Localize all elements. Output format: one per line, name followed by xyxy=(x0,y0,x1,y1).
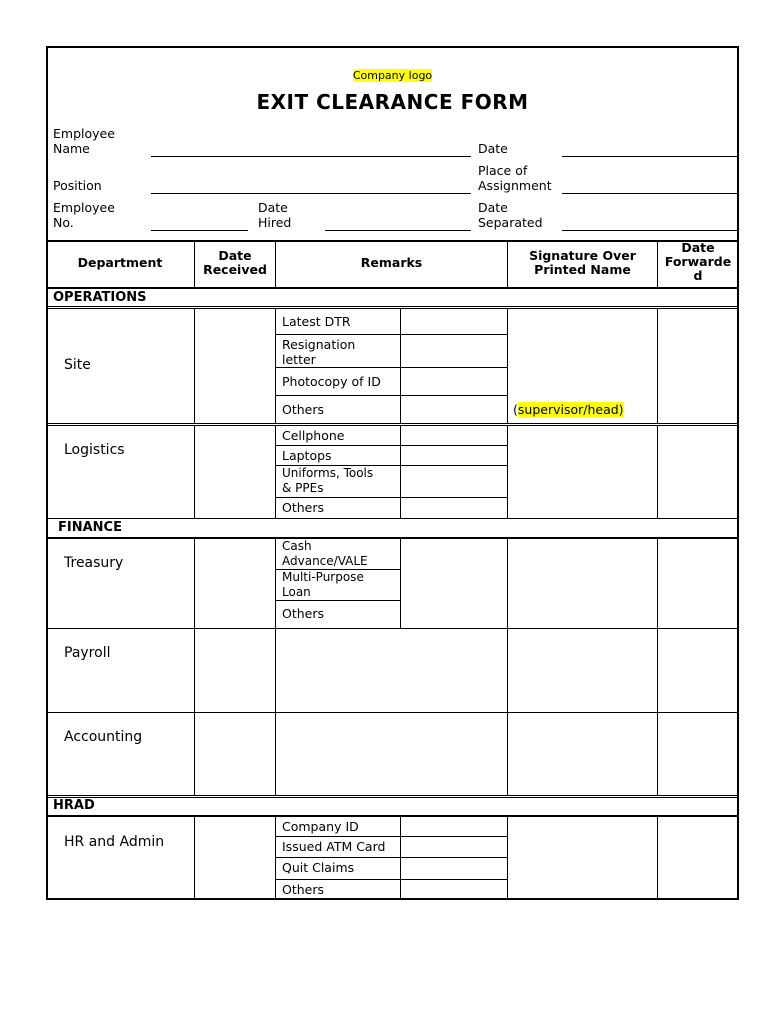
col-divider xyxy=(194,426,195,519)
table-header-bottom-border xyxy=(46,287,739,289)
row-divider xyxy=(46,628,739,629)
row-divider xyxy=(275,836,507,837)
date-hired-field[interactable] xyxy=(325,230,471,231)
row-divider xyxy=(275,395,507,396)
col-divider xyxy=(657,538,658,796)
logistics-item-others: Others xyxy=(282,500,325,515)
col-divider xyxy=(657,426,658,519)
section-finance: FINANCE xyxy=(58,520,122,535)
row-divider xyxy=(275,334,507,335)
section-divider xyxy=(46,815,739,817)
dept-treasury: Treasury xyxy=(64,555,124,571)
company-logo-placeholder xyxy=(46,69,739,82)
site-signature-note xyxy=(513,402,624,417)
col-divider xyxy=(657,309,658,424)
row-divider xyxy=(275,367,507,368)
place-of-assignment-field[interactable] xyxy=(562,193,738,194)
col-divider xyxy=(507,426,508,519)
col-divider xyxy=(275,816,276,900)
col-divider xyxy=(507,816,508,900)
table-top-border xyxy=(46,240,739,242)
site-item-latest-dtr: Latest DTR xyxy=(282,314,351,329)
section-divider xyxy=(46,306,739,309)
section-hrad: HRAD xyxy=(53,798,95,813)
col-divider xyxy=(194,309,195,424)
row-divider xyxy=(275,600,400,601)
col-divider xyxy=(657,816,658,900)
site-item-photocopy-id: Photocopy of ID xyxy=(282,374,381,389)
site-item-others: Others xyxy=(282,402,325,417)
row-divider xyxy=(275,879,507,880)
date-field[interactable] xyxy=(562,156,738,157)
hr-item-issued-atm-card: Issued ATM Card xyxy=(282,839,386,854)
section-operations: OPERATIONS xyxy=(53,290,147,305)
date-label: Date xyxy=(478,141,508,156)
date-hired-label: Date Hired xyxy=(258,200,292,230)
logistics-item-cellphone: Cellphone xyxy=(282,428,345,443)
col-header-signature: Signature Over Printed Name xyxy=(529,248,636,277)
col-divider xyxy=(400,538,401,628)
col-divider xyxy=(275,426,276,519)
employee-no-field[interactable] xyxy=(151,230,248,231)
form-frame xyxy=(46,46,739,900)
row-divider xyxy=(275,857,507,858)
row-divider xyxy=(275,497,507,498)
employee-no-label: Employee No. xyxy=(53,200,115,230)
hr-item-company-id: Company ID xyxy=(282,819,359,834)
employee-name-field[interactable] xyxy=(151,156,471,157)
signature-note-paren: ( xyxy=(513,402,518,417)
col-divider xyxy=(194,538,195,796)
date-separated-label: Date Separated xyxy=(478,200,543,230)
col-divider xyxy=(507,538,508,796)
site-item-resignation-letter: Resignation letter xyxy=(282,337,356,367)
section-divider xyxy=(46,795,739,798)
treasury-item-cash-advance: Cash Advance/VALE xyxy=(282,539,368,568)
col-divider xyxy=(507,309,508,424)
dept-payroll: Payroll xyxy=(64,645,111,661)
dept-hr-admin: HR and Admin xyxy=(64,834,165,850)
col-header-date-forwarded: Date Forwarde d xyxy=(664,240,732,283)
row-divider xyxy=(275,445,507,446)
date-separated-field[interactable] xyxy=(562,230,738,231)
logistics-item-laptops: Laptops xyxy=(282,448,332,463)
col-header-date-received: Date Received xyxy=(203,248,267,277)
col-divider xyxy=(275,538,276,796)
logistics-item-uniforms: Uniforms, Tools & PPEs xyxy=(282,466,374,495)
signature-note-text: supervisor/head) xyxy=(517,402,624,417)
col-header-remarks: Remarks xyxy=(360,255,423,270)
row-divider xyxy=(46,518,739,519)
hr-item-quit-claims: Quit Claims xyxy=(282,860,355,875)
col-divider xyxy=(400,426,401,519)
employee-name-label: Employee Name xyxy=(53,126,115,156)
position-field[interactable] xyxy=(151,193,471,194)
dept-accounting: Accounting xyxy=(64,729,143,745)
dept-logistics: Logistics xyxy=(64,442,125,458)
position-label: Position xyxy=(53,178,102,193)
col-header-department: Department xyxy=(77,255,163,270)
form-title: EXIT CLEARANCE FORM xyxy=(256,90,529,114)
dept-site: Site xyxy=(64,357,91,373)
col-divider xyxy=(194,816,195,900)
row-divider xyxy=(46,423,739,426)
company-logo-text: Company logo xyxy=(352,69,433,82)
col-divider xyxy=(400,816,401,900)
place-of-assignment-label: Place of Assignment xyxy=(478,163,552,193)
treasury-item-multipurpose-loan: Multi-Purpose Loan xyxy=(282,570,364,599)
treasury-item-others: Others xyxy=(282,606,325,621)
section-divider xyxy=(46,537,739,539)
hr-item-others: Others xyxy=(282,882,325,897)
row-divider xyxy=(46,712,739,713)
